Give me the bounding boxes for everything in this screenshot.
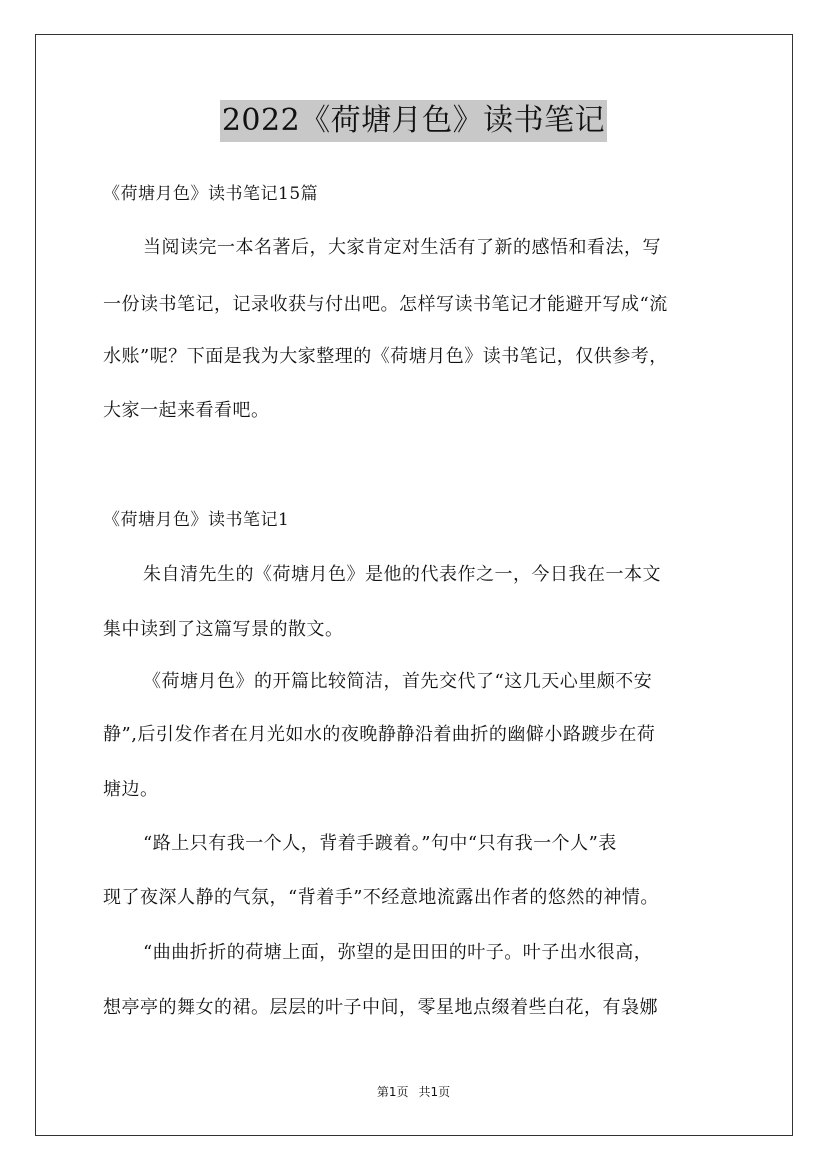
intro-line: 大家一起来看看吧。 <box>103 400 270 421</box>
body-line: 《荷塘月色》的开篇比较简洁，首先交代了“这几天心里颇不安 <box>143 671 653 692</box>
body-line: “曲曲折折的荷塘上面，弥望的是田田的叶子。叶子出水很高， <box>143 942 653 963</box>
body-line: 塘边。 <box>103 779 159 800</box>
document-title: 2022《荷塘月色》读书笔记 <box>220 100 607 142</box>
page-footer <box>0 1083 827 1100</box>
intro-line: 水账”呢？下面是我为大家整理的《荷塘月色》读书笔记，仅供参考， <box>103 346 668 367</box>
page-number: 第1页 <box>376 1085 409 1099</box>
body-line: 静”,后引发作者在月光如水的夜晚静静沿着曲折的幽僻小路踱步在荷 <box>103 724 656 745</box>
document-subtitle: 《荷塘月色》读书笔记15篇 <box>103 184 319 204</box>
section-heading: 《荷塘月色》读书笔记1 <box>103 510 290 530</box>
body-line: “路上只有我一个人，背着手踱着。”句中“只有我一个人”表 <box>143 833 617 854</box>
title-container <box>0 100 827 142</box>
intro-line: 当阅读完一本名著后，大家肯定对生活有了新的感悟和看法，写 <box>143 237 661 258</box>
body-line: 想亭亭的舞女的裙。层层的叶子中间，零星地点缀着些白花，有袅娜 <box>103 997 658 1018</box>
body-line: 现了夜深人静的气氛，“背着手”不经意地流露出作者的悠然的神情。 <box>103 887 659 908</box>
intro-line: 一份读书笔记，记录收获与付出吧。怎样写读书笔记才能避开写成“流 <box>103 294 668 315</box>
body-line: 集中读到了这篇写景的散文。 <box>103 619 344 640</box>
body-line: 朱自清先生的《荷塘月色》是他的代表作之一，今日我在一本文 <box>143 564 661 585</box>
page-total: 共1页 <box>418 1085 451 1099</box>
